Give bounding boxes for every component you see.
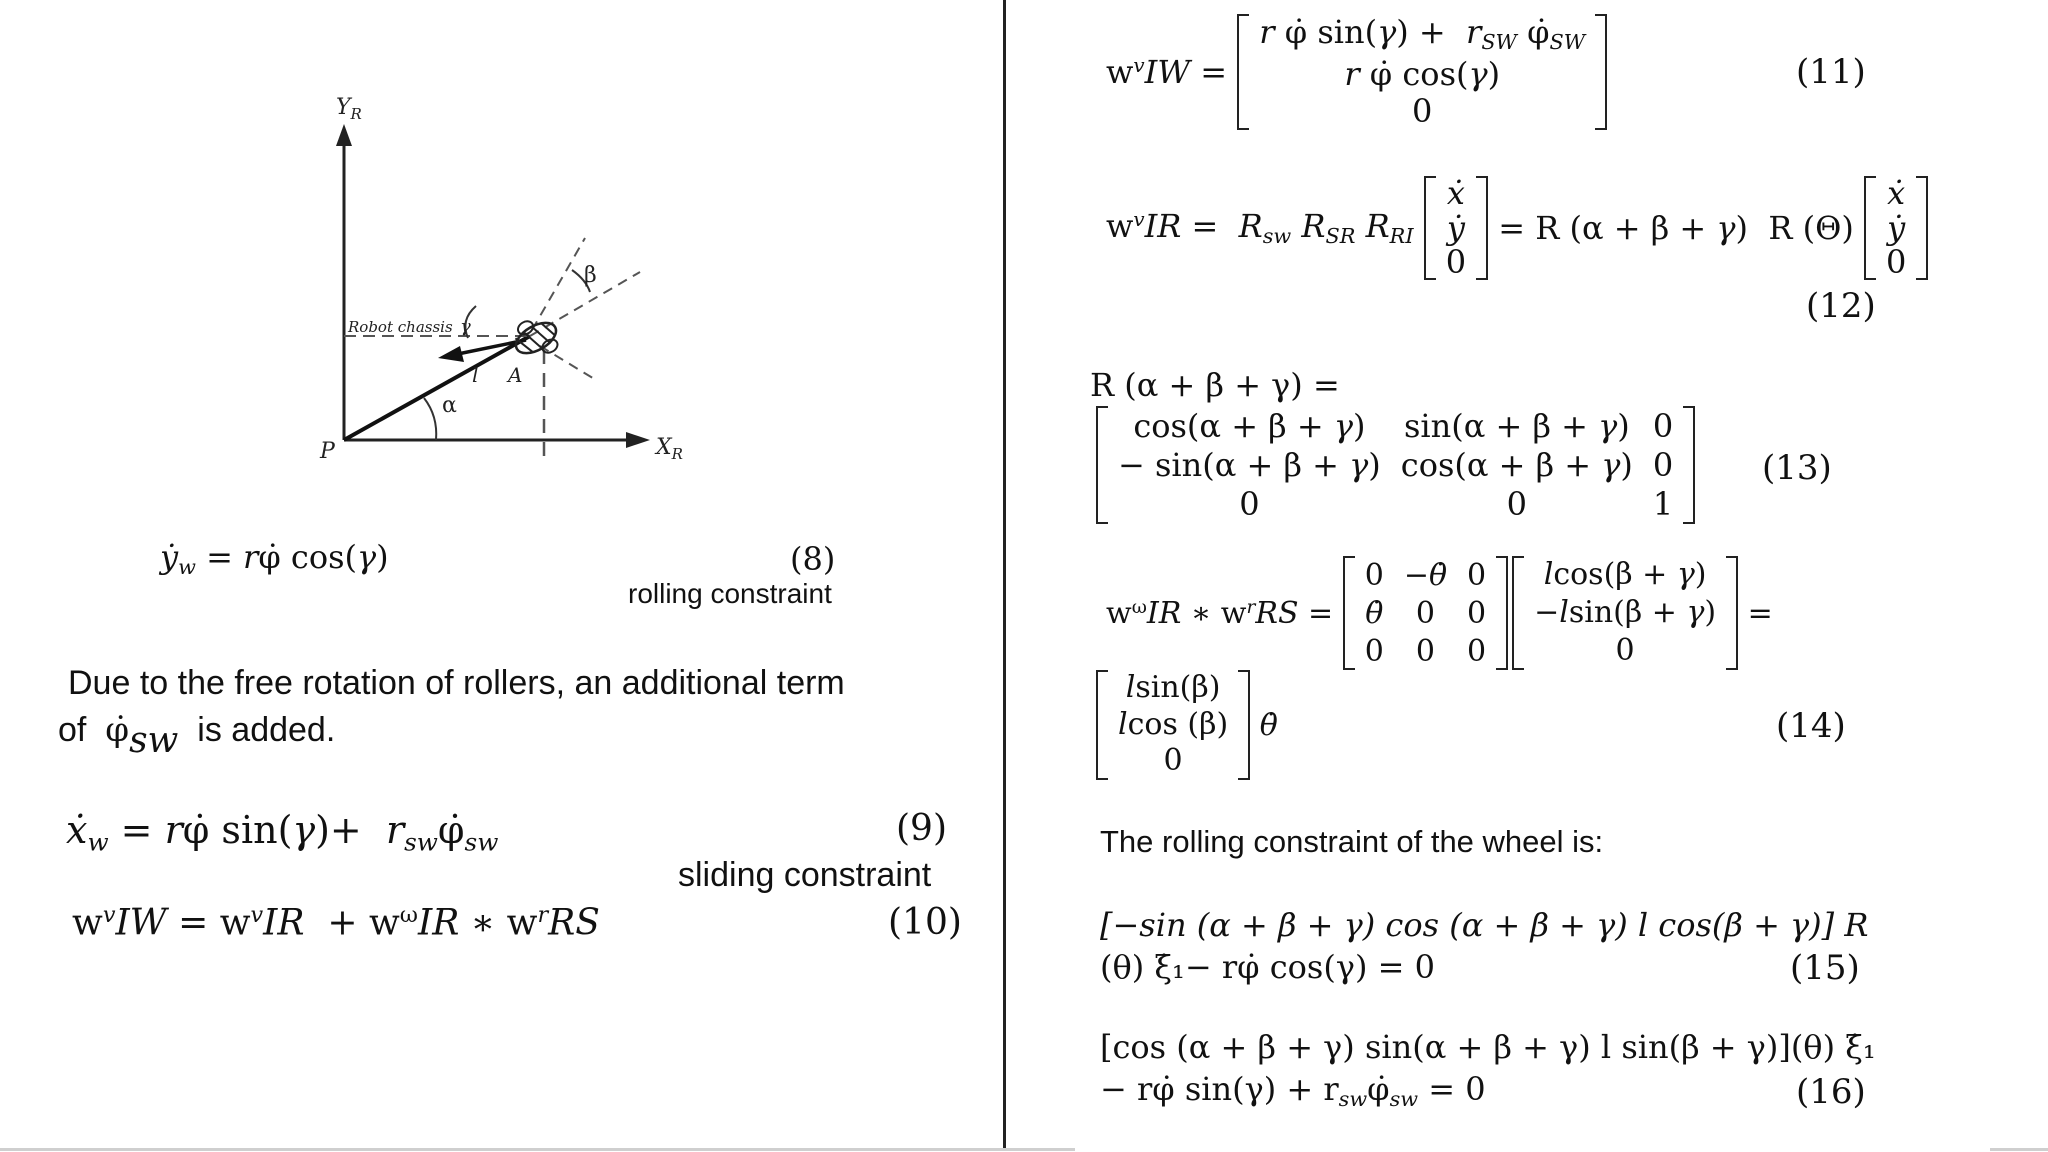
robot-wheel-diagram <box>300 80 700 480</box>
label-p: P <box>320 439 335 464</box>
eq10-number: (10) <box>888 902 962 943</box>
eq16-line-2: − rφ̇ $\sin(\gamma) + r_{sw}\varphi̇_{sw} = 0$ <box>1100 1070 1486 1112</box>
eq14: $w^\omega IR$ ∗ $w^rRS$ = 0 −θ̇ 0 θ̇ 0 0 0 0 0 lcos(β + γ) −lsin(β + γ) 0 = <box>1106 556 1773 669</box>
beta-dashed-line <box>532 238 585 330</box>
eq12: $w^vIR = R_{sw}$ $R_{SR}$ $R_{RI}$ ẋ ẏ 0 = R (α + β + γ) R (Θ) ẋ ẏ 0 <box>1106 176 1928 280</box>
eq10: $w^vIW = w^vIR + w^\omega IR$ ∗ $w^rRS$ <box>72 902 600 944</box>
label-y-sub: R <box>350 105 362 123</box>
paragraph-line-2: of $\varphi̇_{sw}$ is added. <box>58 710 336 761</box>
eq13-head: R (α + β + γ) = <box>1090 366 1340 404</box>
y-axis-arrow <box>336 124 352 146</box>
svg-text:YR <box>336 95 362 123</box>
label-l: l <box>472 363 479 387</box>
eq13-number: (13) <box>1762 448 1832 488</box>
bottom-rule-left <box>0 1148 1075 1151</box>
velocity-arrowhead <box>438 346 464 362</box>
label-gamma: γ <box>460 316 471 337</box>
eq13-matrix: cos(α + β + γ) sin(α + β + γ) 0 − sin(α + β + γ) cos(α + β + γ) 0 0 0 1 <box>1096 406 1695 524</box>
label-x-sub: R <box>671 445 683 463</box>
label-beta: β <box>584 263 597 288</box>
swedish-wheel <box>507 310 565 367</box>
paragraph-line-1: Due to the free rotation of rollers, an additional term <box>68 664 845 702</box>
eq11-number: (11) <box>1796 52 1866 92</box>
eq14-number: (14) <box>1776 706 1846 746</box>
eq16-line-1: [cos (α + β + γ) sin(α + β + γ) l sin(β + γ)](θ) ξ̇₁ <box>1100 1028 1876 1066</box>
radius-line-l <box>344 336 530 440</box>
eq14-continued: lsin(β) lcos (β) 0 θ̇ <box>1096 670 1278 780</box>
eq9-caption: sliding constraint <box>678 856 932 894</box>
svg-text:XR <box>654 435 683 463</box>
eq9: ẋ$_w$ = rφ̇ $\sin(\gamma)+ r_{sw}\varphi̇_{sw}$ <box>66 808 499 857</box>
x-axis-arrow <box>626 432 650 448</box>
rolling-constraint-intro: The rolling constraint of the wheel is: <box>1100 824 1604 859</box>
eq11: $w^vIW$ = r φ̇ $\sin(\gamma) + r_{SW}$ $\varphi̇_{SW}$ r φ̇ cos(γ) 0 <box>1106 14 1607 130</box>
label-x: X <box>656 435 672 460</box>
bottom-rule-right <box>1990 1148 2048 1151</box>
eq15-line-2: (θ) ξ̇₁− rφ̇ cos(γ) = 0 <box>1100 948 1435 986</box>
label-y: Y <box>336 95 351 120</box>
eq15-line-1: [−sin (α + β + γ) cos (α + β + γ) l cos(β + γ)] R <box>1100 906 1869 944</box>
label-a: A <box>508 363 523 387</box>
eq15-number: (15) <box>1790 948 1860 988</box>
eq8: ẏ$_w$ = rφ̇ cos(γ) <box>160 538 389 580</box>
eq8-number: (8) <box>790 540 836 578</box>
eq8-caption: rolling constraint <box>628 578 832 609</box>
label-alpha: α <box>442 393 457 418</box>
label-robot-chassis: Robot chassis <box>348 318 453 336</box>
wheel-dashed-line <box>540 346 596 380</box>
eq12-number: (12) <box>1806 286 1876 326</box>
alpha-arc <box>424 398 436 440</box>
column-divider <box>1003 0 1006 1148</box>
eq16-number: (16) <box>1796 1072 1866 1112</box>
eq9-number: (9) <box>896 808 947 849</box>
